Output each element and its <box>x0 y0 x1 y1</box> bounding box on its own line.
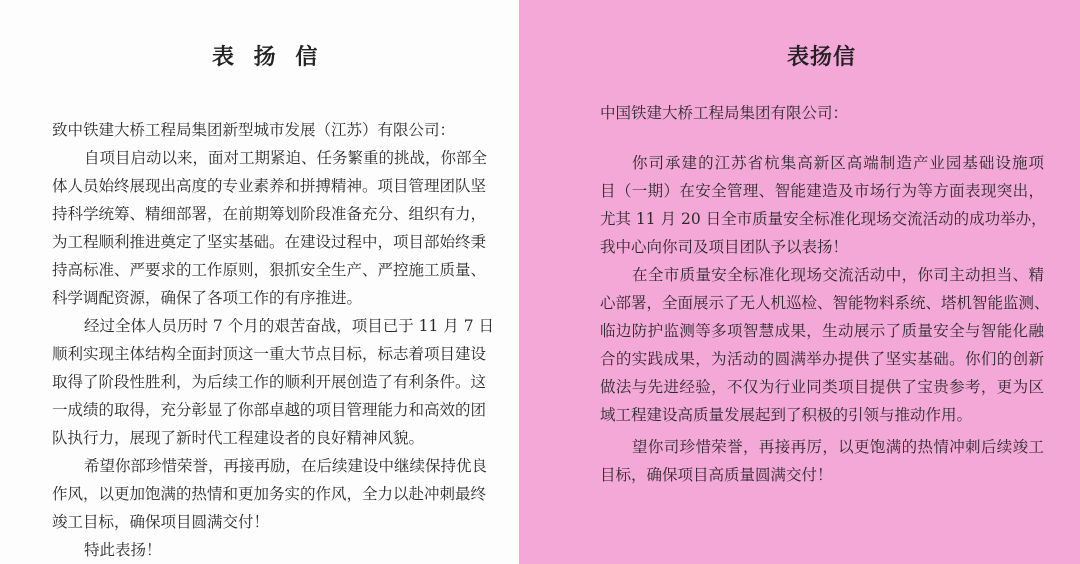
right-letter-line: 目标，确保项目高质量圆满交付！ <box>600 466 833 484</box>
left-letter-line: 希望你部珍惜荣誉，再接再励，在后续建设中继续保持优良 <box>84 457 488 475</box>
right-letter-salutation: 中国铁建大桥工程局集团有限公司： <box>600 104 849 122</box>
right-letter-title: 表扬信 <box>787 45 857 70</box>
right-letter-line: 域工程建设高质量发展起到了积极的引领与推动作用。 <box>600 406 973 424</box>
right-letter-line: 合的实践成果，为活动的圆满举办提供了坚实基础。你们的创新 <box>600 350 1044 368</box>
left-letter-line: 取得了阶段性胜利，为后续工作的顺利开展创造了有利条件。这 <box>52 373 487 391</box>
left-letter-line: 作风，以更加饱满的热情和更加务实的作风，全力以赴冲刺最终 <box>52 485 487 503</box>
left-letter-line: 为工程顺利推进奠定了坚实基础。在建设过程中，项目部始终秉 <box>52 233 487 251</box>
right-commendation-letter <box>519 0 1080 564</box>
left-letter-salutation: 致中铁建大桥工程局集团新型城市发展（江苏）有限公司： <box>52 121 456 139</box>
left-letter-closing: 特此表扬！ <box>84 541 162 559</box>
left-letter-line: 竣工目标，确保项目圆满交付！ <box>52 513 270 531</box>
right-letter-line: 你司承建的江苏省杭集高新区高端制造产业园基础设施项 <box>632 154 1044 172</box>
right-letter-line: 在全市质量安全标准化现场交流活动中，你司主动担当、精 <box>632 266 1044 284</box>
left-commendation-letter <box>0 0 519 564</box>
right-letter-line: 望你司珍惜荣誉，再接再厉，以更饱满的热情冲刺后续竣工 <box>632 438 1044 456</box>
left-letter-line: 科学调配资源，确保了各项工作的有序推进。 <box>52 289 363 307</box>
left-letter-line: 自项目启动以来，面对工期紧迫、任务繁重的挑战，你部全 <box>84 149 488 167</box>
right-letter-line: 目（一期）在安全管理、智能建造及市场行为等方面表现突出， <box>600 182 1044 200</box>
right-letter-line: 我中心向你司及项目团队予以表扬！ <box>600 238 849 256</box>
right-letter-line: 心部署，全面展示了无人机巡检、智能物料系统、塔机智能监测、 <box>600 294 1050 312</box>
right-letter-line: 做法与先进经验，不仅为行业同类项目提供了宝贵参考，更为区 <box>600 378 1044 396</box>
right-letter-line: 尤其 11 月 20 日全市质量安全标准化现场交流活动的成功举办， <box>600 210 1047 228</box>
left-letter-line: 队执行力，展现了新时代工程建设者的良好精神风貌。 <box>52 429 425 447</box>
left-letter-title: 表 扬 信 <box>212 44 324 70</box>
left-letter-line: 顺利实现主体结构全面封顶这一重大节点目标，标志着项目建设 <box>52 345 487 363</box>
left-letter-line: 持科学统筹、精细部署，在前期筹划阶段准备充分、组织有力， <box>52 205 487 223</box>
left-letter-line: 经过全体人员历时 7 个月的艰苦奋战，项目已于 11 月 7 日 <box>84 317 495 335</box>
left-letter-line: 体人员始终展现出高度的专业素养和拼搏精神。项目管理团队坚 <box>52 177 487 195</box>
left-letter-line: 一成绩的取得，充分彰显了你部卓越的项目管理能力和高效的团 <box>52 401 487 419</box>
right-letter-line: 临边防护监测等多项智慧成果，生动展示了质量安全与智能化融 <box>600 322 1044 340</box>
left-letter-line: 持高标准、严要求的工作原则，狠抓安全生产、严控施工质量、 <box>52 261 487 279</box>
